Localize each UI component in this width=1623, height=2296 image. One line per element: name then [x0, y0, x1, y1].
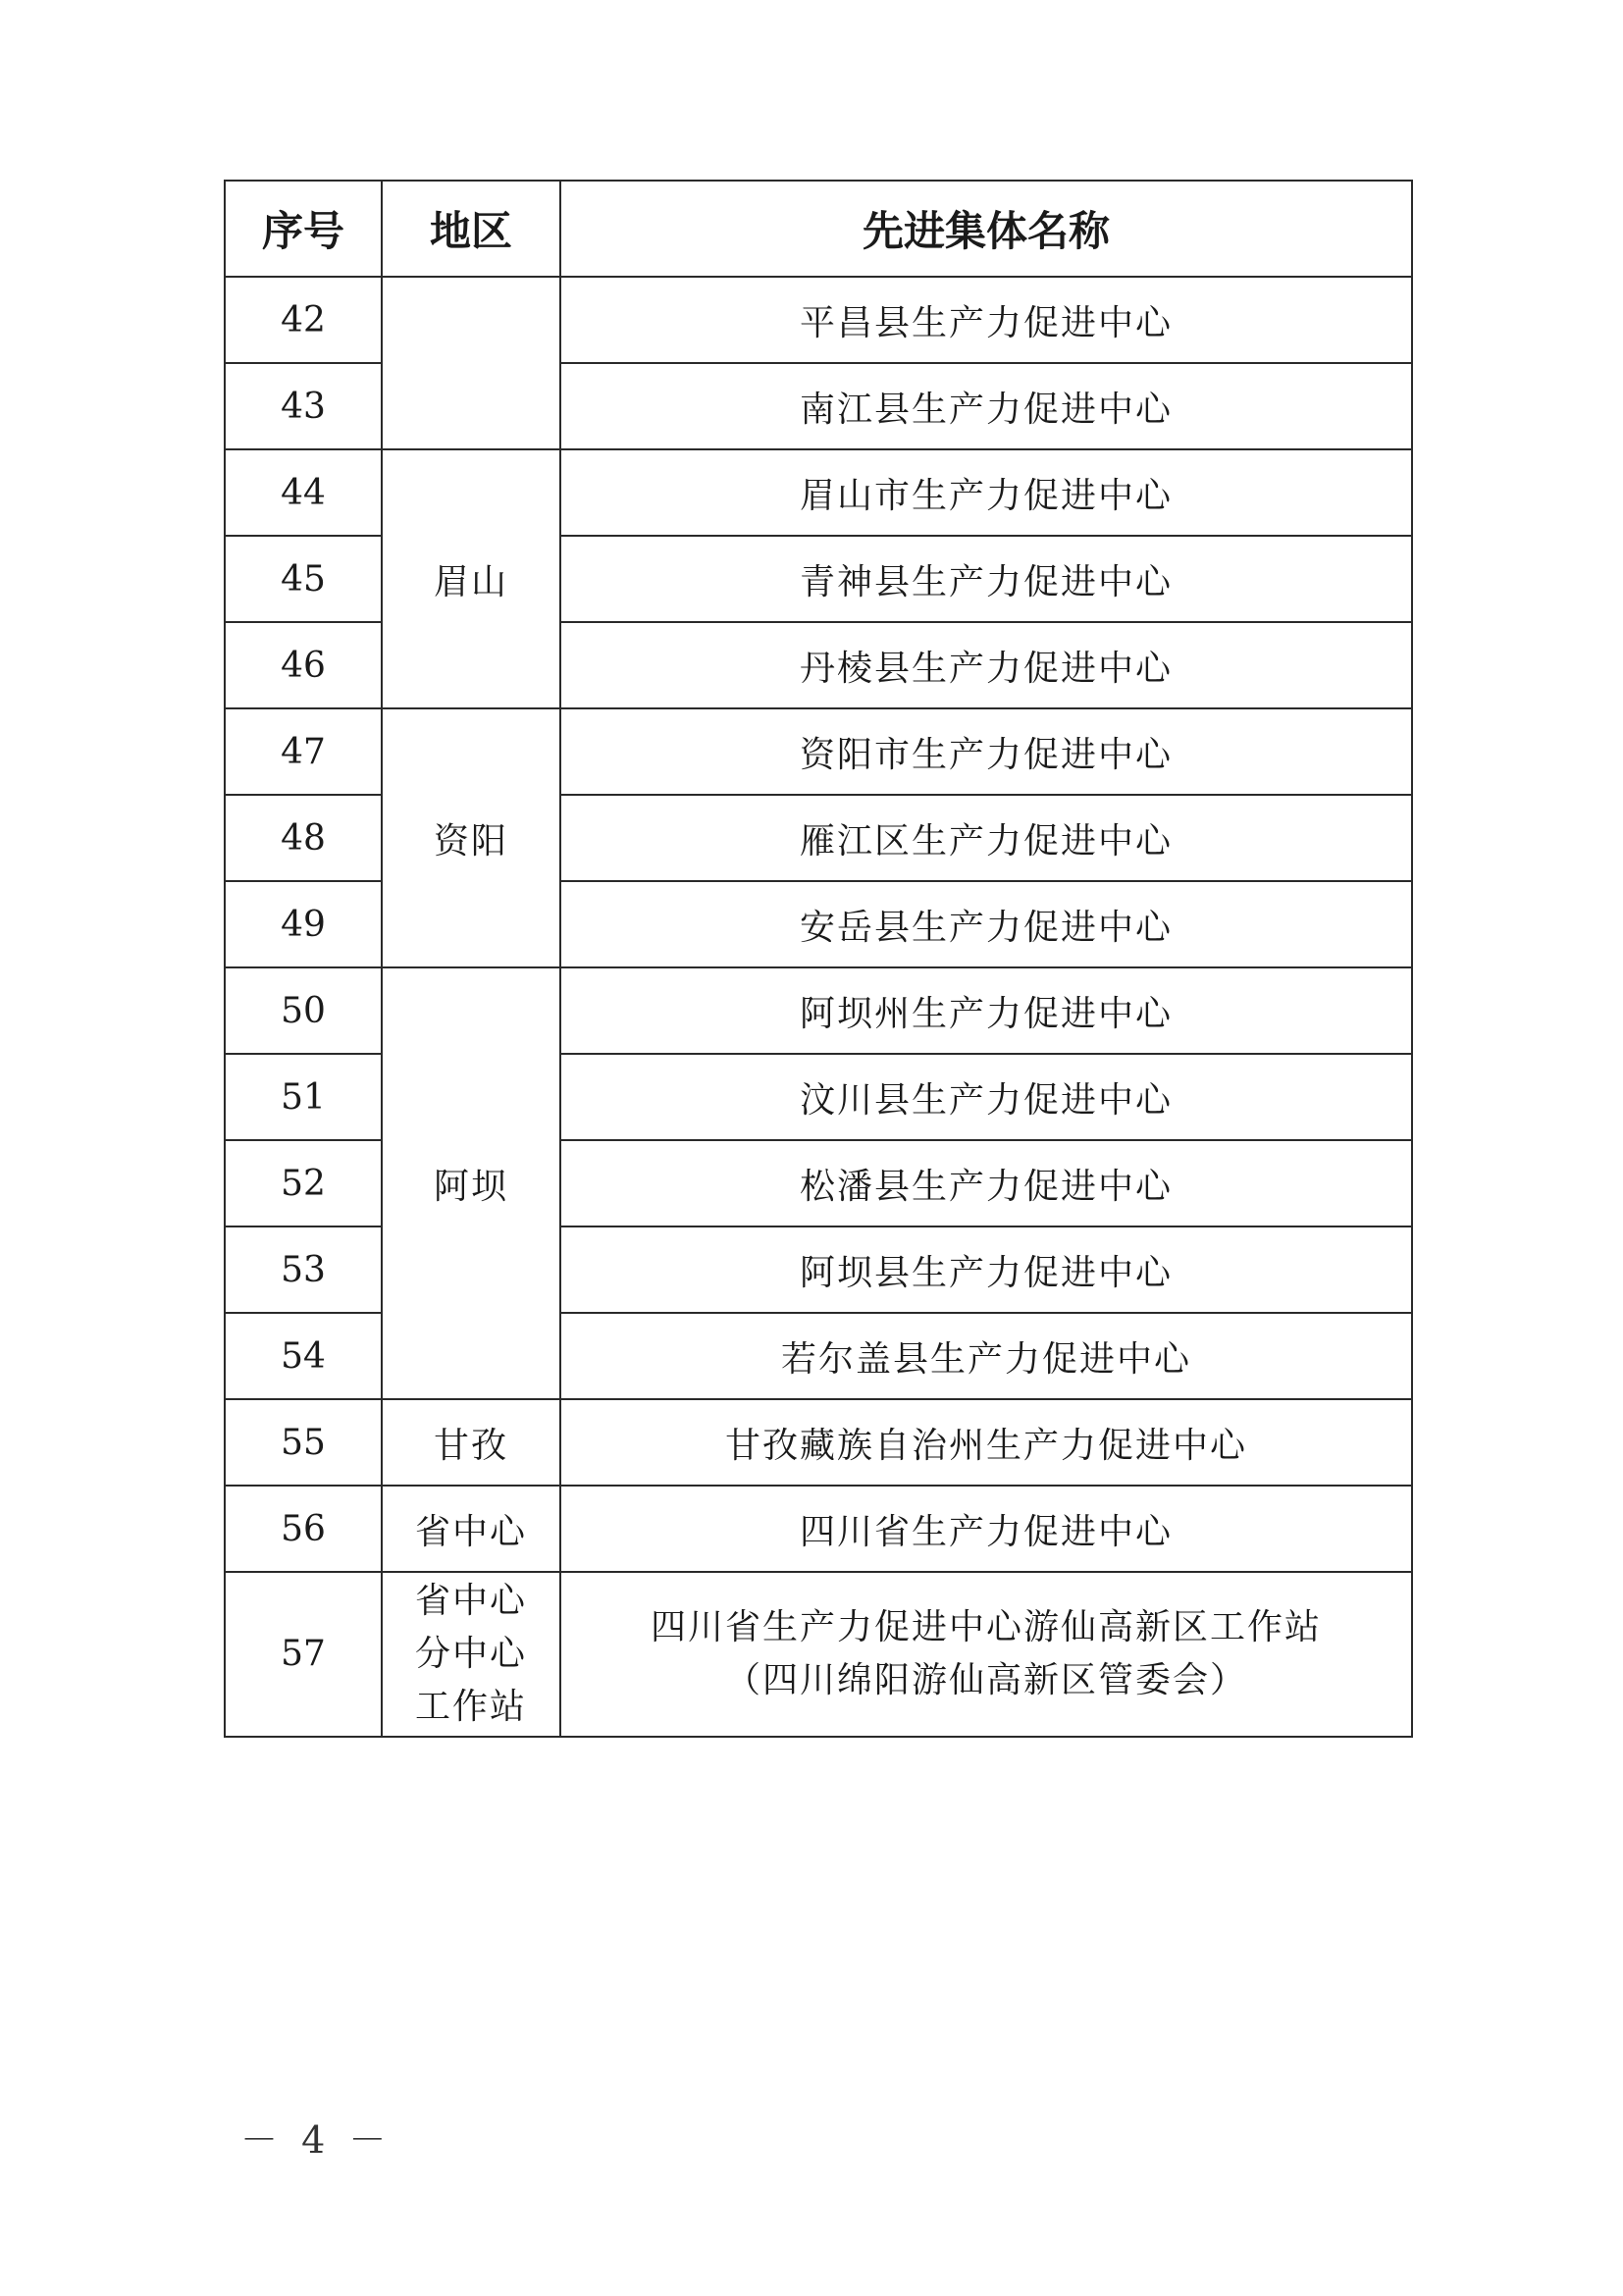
collective-name-cell: [560, 1140, 1412, 1226]
table-header-row: [225, 181, 1412, 277]
serial-number-cell: 49: [225, 881, 382, 967]
region-line: 工作站: [414, 1687, 527, 1727]
collective-name-cell: [560, 1226, 1412, 1313]
region-cell: [382, 1399, 560, 1486]
collective-name-line: 阿坝县生产力促进中心: [799, 1252, 1173, 1293]
collective-name-line: 青神县生产力促进中心: [799, 561, 1173, 602]
region-cell: [382, 277, 560, 449]
collective-name-line: 松潘县生产力促进中心: [799, 1166, 1173, 1207]
collective-name-cell: [560, 622, 1412, 708]
collective-name-line: 阿坝州生产力促进中心: [799, 993, 1173, 1034]
header-serial-number: 序号: [225, 181, 382, 277]
collective-name-cell: [560, 449, 1412, 536]
table-body: [225, 277, 1412, 1737]
page-number: － 4 －: [240, 2118, 393, 2162]
collective-name-line: 汶川县生产力促进中心: [799, 1079, 1173, 1121]
collective-name-cell: [560, 1054, 1412, 1140]
serial-number-cell: 48: [225, 795, 382, 881]
table-row: [225, 1399, 1412, 1486]
serial-number-cell: 46: [225, 622, 382, 708]
collective-name-line: 南江县生产力促进中心: [799, 389, 1173, 430]
collective-name-line: 四川省生产力促进中心: [799, 1511, 1173, 1552]
region-line: 甘孜: [433, 1425, 508, 1466]
serial-number-cell: 51: [225, 1054, 382, 1140]
collective-name-cell: [560, 1486, 1412, 1572]
collective-name-line: 甘孜藏族自治州生产力促进中心: [724, 1425, 1247, 1466]
table-row: [225, 967, 1412, 1054]
collective-name-cell: [560, 277, 1412, 363]
region-cell: [382, 1572, 560, 1737]
serial-number-cell: 44: [225, 449, 382, 536]
collective-name-cell: [560, 708, 1412, 795]
collective-name-line: 平昌县生产力促进中心: [799, 302, 1173, 343]
region-cell: [382, 967, 560, 1399]
table-row: [225, 708, 1412, 795]
collective-name-line: （四川绵阳游仙高新区管委会）: [724, 1660, 1247, 1700]
serial-number-cell: 45: [225, 536, 382, 622]
collective-name-cell: [560, 536, 1412, 622]
serial-number-cell: 55: [225, 1399, 382, 1486]
serial-number-cell: 43: [225, 363, 382, 449]
region-line: 省中心: [414, 1581, 527, 1621]
region-line: 资阳: [433, 820, 508, 861]
header-region: 地区: [382, 181, 560, 277]
table-row: [225, 1572, 1412, 1737]
collective-name-line: 资阳市生产力促进中心: [799, 734, 1173, 775]
collective-name-line: 丹棱县生产力促进中心: [799, 648, 1173, 689]
serial-number-cell: 53: [225, 1226, 382, 1313]
awards-table: [224, 180, 1413, 1738]
collective-name-cell: [560, 1313, 1412, 1399]
serial-number-cell: 57: [225, 1572, 382, 1737]
collective-name-line: 若尔盖县生产力促进中心: [780, 1338, 1191, 1380]
collective-name-cell: [560, 363, 1412, 449]
collective-name-cell: [560, 967, 1412, 1054]
collective-name-cell: [560, 1572, 1412, 1737]
collective-name-line: 眉山市生产力促进中心: [799, 475, 1173, 516]
region-cell: [382, 449, 560, 708]
serial-number-cell: 42: [225, 277, 382, 363]
collective-name-cell: [560, 795, 1412, 881]
collective-name-line: 四川省生产力促进中心游仙高新区工作站: [650, 1607, 1322, 1647]
region-cell: [382, 708, 560, 967]
region-cell: [382, 1486, 560, 1572]
serial-number-cell: 56: [225, 1486, 382, 1572]
serial-number-cell: 54: [225, 1313, 382, 1399]
collective-name-cell: [560, 1399, 1412, 1486]
table-row: [225, 449, 1412, 536]
table-row: [225, 277, 1412, 363]
serial-number-cell: 52: [225, 1140, 382, 1226]
region-line: 眉山: [433, 561, 508, 602]
serial-number-cell: 50: [225, 967, 382, 1054]
region-line: 阿坝: [433, 1166, 508, 1207]
collective-name-cell: [560, 881, 1412, 967]
collective-name-line: 雁江区生产力促进中心: [799, 820, 1173, 861]
header-collective-name: 先进集体名称: [560, 181, 1412, 277]
region-line: 省中心: [414, 1511, 527, 1552]
table-row: [225, 1486, 1412, 1572]
collective-name-line: 安岳县生产力促进中心: [799, 907, 1173, 948]
serial-number-cell: 47: [225, 708, 382, 795]
region-line: 分中心: [414, 1634, 527, 1674]
